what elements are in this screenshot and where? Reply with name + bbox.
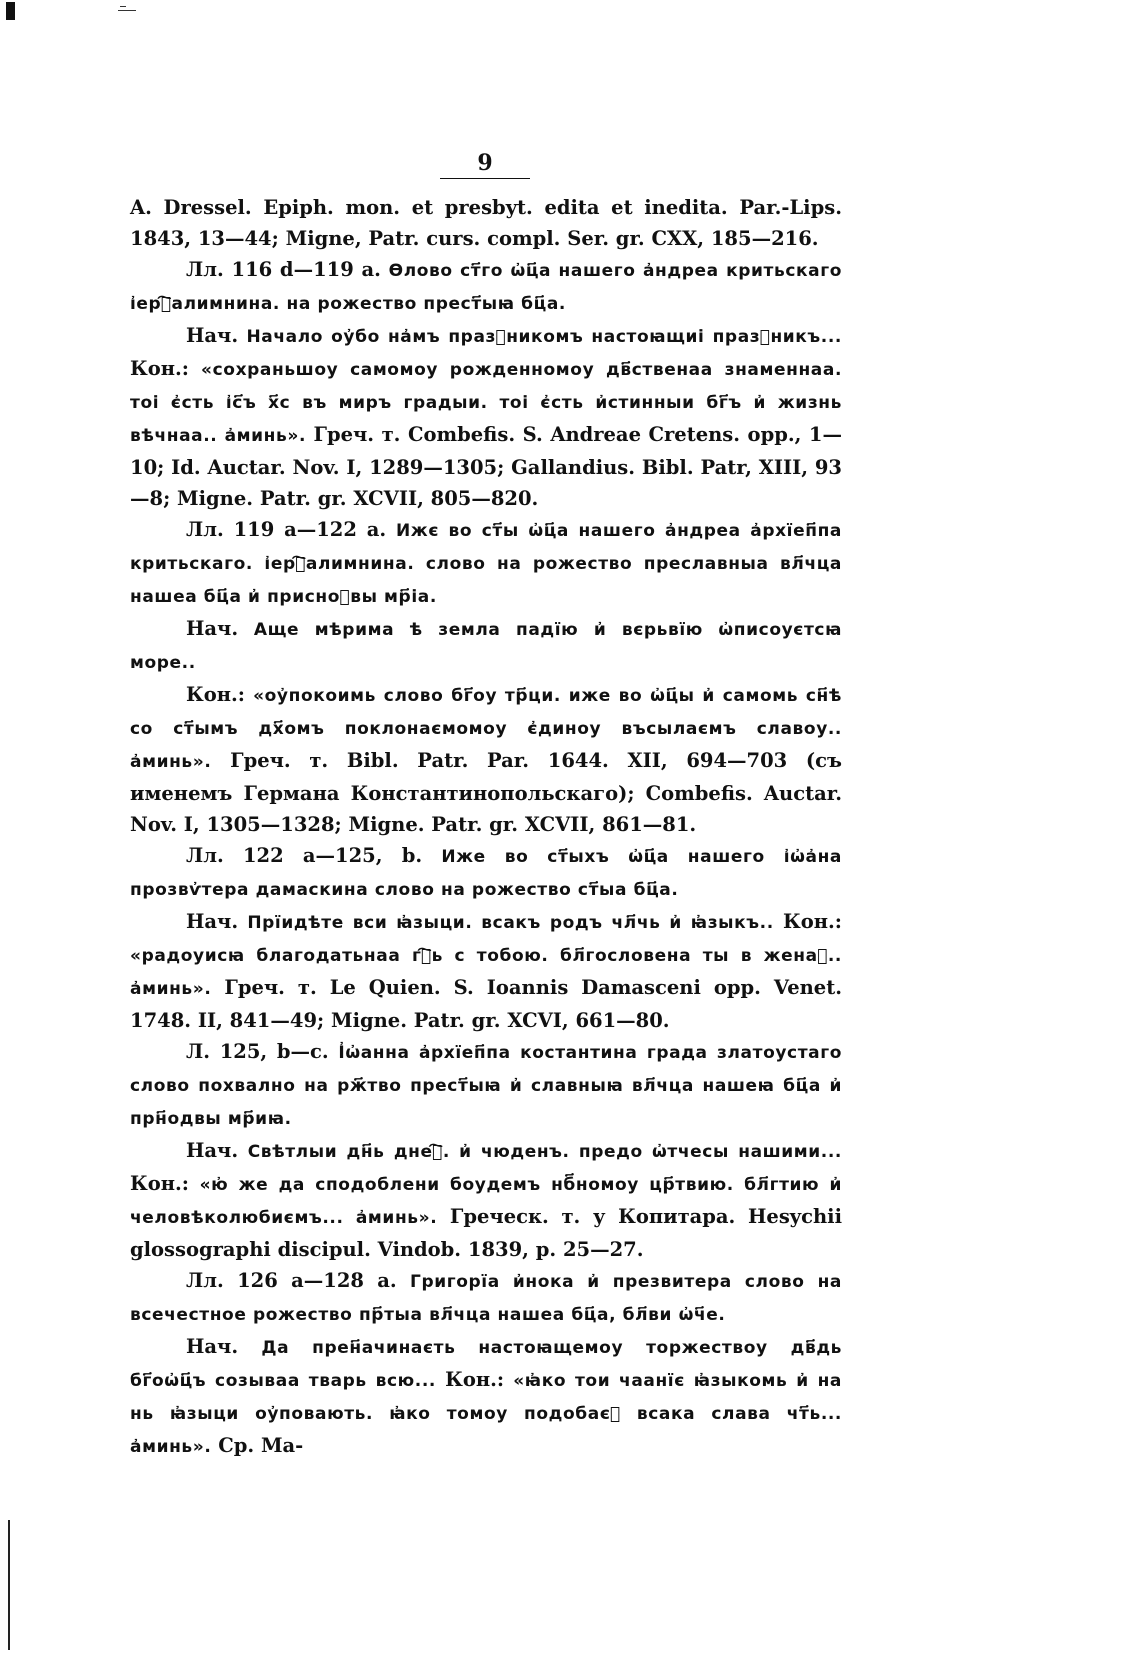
paragraph (130, 320, 842, 514)
text-run: Лл. 122 a—125, b. (186, 844, 442, 867)
text-run: Кон.: (186, 683, 254, 706)
church-slavonic-text: Ѳлово ст҃го ѡ҆ц҃а нашего а҆ндреа критьскаго і҆ерⷭ҇алимнина. на рожество прест҃ыꙗ бц҃а. (130, 261, 843, 314)
church-slavonic-text: Григорїа и҆нока и҆ презвитера слово на всечестное рожество пр҃тыа вл҃чца нашеа бц҃а, бл҃ви ѡ҆ч҃е. (130, 1272, 842, 1325)
church-slavonic-text: Да прен҃ачинаєть настоꙗщемоу торжествоу дв҃дь бг҃оѡ҆ц҃ъ созываа тварь всю... (130, 1338, 842, 1391)
paragraph (130, 840, 842, 906)
church-slavonic-text: Свѣтлыи дн҃ь днеⷭ҇. и҆ чюденъ. предо ѡ҆тчесы нашими... (247, 1142, 842, 1162)
text-run: Нач. (186, 324, 247, 347)
text-run: Л. 125, b—c. (186, 1040, 339, 1063)
text-run: Нач. (186, 1335, 262, 1358)
church-slavonic-text: «оу҆покоимь слово бг҃оу тр҃ци. иже во ѡ҆ц҃ы и҆ самомь сн҃ѣ со ст҃ымъ дх҃омъ поклонаємомоу є҆диноу въсылаємъ славоу.. а҆минь». (130, 686, 842, 772)
text-run: Греч. т. Combefis. S. Andreae Cretens. opp., 1—10; Id. Auctar. Nov. I, 1289—1305; Gallandius. Bibl. Patr, XIII, 93—8; Migne. Patr. gr. XCVII, 805—820. (130, 423, 842, 510)
page-number: 9 (440, 150, 530, 179)
paragraph (130, 192, 842, 254)
church-slavonic-text: «радоуисꙗ благодатьнаа гⷭ҇ь с тобою. бл҃гословена ты в женаⷯ.. а҆минь». (130, 946, 842, 999)
church-slavonic-text: «ю҆ же да сподоблени боудемъ нб҃номоу цр҃твию. бл҃гтию и҆ человѣколюбиємъ... а҆минь». (130, 1175, 842, 1228)
church-slavonic-text: «сохраньшоу самомоу рожденномоу дв҃ственаа знаменнаа. тоі є҆сть і҆с҃ъ х҃с въ миръ градыи. тоі є҆сть и҆стинныи бг҃ъ и҆ жизнь вѣчнаа.. а҆минь». (130, 360, 842, 446)
text-run: Нач. (186, 910, 248, 933)
paragraph (130, 514, 842, 613)
text-run: Лл. 119 a—122 a. (186, 518, 396, 541)
church-slavonic-text: Аще мѣрима ѣ земла падїю и҆ вєрьвїю ѡ҆писоуєтсꙗ море.. (130, 620, 842, 673)
text-run: Греч. т. Le Quien. S. Ioannis Damasceni opp. Venet. 1748. II, 841—49; Migne. Patr. gr. XCVI, 661—80. (130, 976, 842, 1032)
paragraph (130, 679, 842, 840)
paragraph (130, 906, 842, 1036)
text-run: Кон.: (773, 910, 842, 933)
church-slavonic-text: «ꙗ҆ко тои чаанїє ꙗ҆зыкомь и҆ на нь ꙗ҆зыци оу҆повають. ꙗ҆ко томоу подобаєⷮ всака слава чт҃ь... а҆минь». (130, 1371, 842, 1457)
paragraph (130, 1036, 842, 1135)
text-run: Нач. (186, 617, 254, 640)
church-slavonic-text: І҆ѡ҆анна а҆рхїеп҃па костантина града златоустаго слово похвално на рж҃тво прест҃ыꙗ и҆ славныꙗ вл҃чца нашеꙗ бц҃а и҆ прн҃одвы мр҃иꙗ. (130, 1043, 842, 1129)
text-run: Кон.: (130, 357, 202, 380)
paragraph (130, 613, 842, 679)
church-slavonic-text: Начало оу҆бо на҆мъ празⷣникомъ настоꙗщиі празⷣникъ... (246, 327, 842, 347)
text-run: Ср. Ма- (211, 1434, 304, 1457)
church-slavonic-text: Ижє во ст҃ы ѡ҆ц҃а нашего а҆ндреа а҆рхїеп҃па критьскаго. і҆ерⷭ҇алимнина. слово на рожество преславныа вл҃чца нашеа бц҃а и҆ присноⷣвы мр҃іа. (130, 521, 842, 607)
text-run: Лл. 116 d—119 a. (186, 258, 389, 281)
text-run: A. Dressel. Epiph. mon. et presbyt. edita et inedita. Par.-Lips. 1843, 13—44; Migne, Patr. curs. compl. Ser. gr. CXX, 185—216. (130, 196, 842, 250)
text-run: Греческ. т. у Копитара. Hesychii glossographi discipul. Vindob. 1839, p. 25—27. (130, 1205, 842, 1261)
text-run: Кон.: (435, 1368, 514, 1391)
paragraph (130, 254, 842, 320)
church-slavonic-text: Иже во ст҃ыхъ ѡ҆ц҃а нашего і҆ѡ҆а҆на прозвѵ҆тера дамаскина слово на рожество ст҃ыа бц҃а. (130, 847, 842, 900)
paragraph (130, 1265, 842, 1331)
paragraph (130, 1135, 842, 1265)
text-run: Лл. 126 a—128 a. (186, 1269, 411, 1292)
text-run: Греч. т. Bibl. Patr. Par. 1644. XII, 694—703 (съ именемъ Германа Константинопольскаго); Combefis. Auctar. Nov. I, 1305—1328; Migne. Patr. gr. XCVII, 861—81. (130, 749, 842, 836)
church-slavonic-text: Прїидѣте вси ꙗ҆зыци. всакъ родъ чл҃чь и҆ ꙗ҆зыкъ.. (247, 913, 774, 933)
binding-edge-line (8, 1520, 10, 1650)
scan-artifact (118, 6, 140, 18)
scan-corner-mark (6, 2, 15, 20)
paragraph (130, 1331, 842, 1463)
text-run: Нач. (186, 1139, 248, 1162)
text-run: Кон.: (130, 1172, 200, 1195)
page-body (130, 192, 842, 1463)
